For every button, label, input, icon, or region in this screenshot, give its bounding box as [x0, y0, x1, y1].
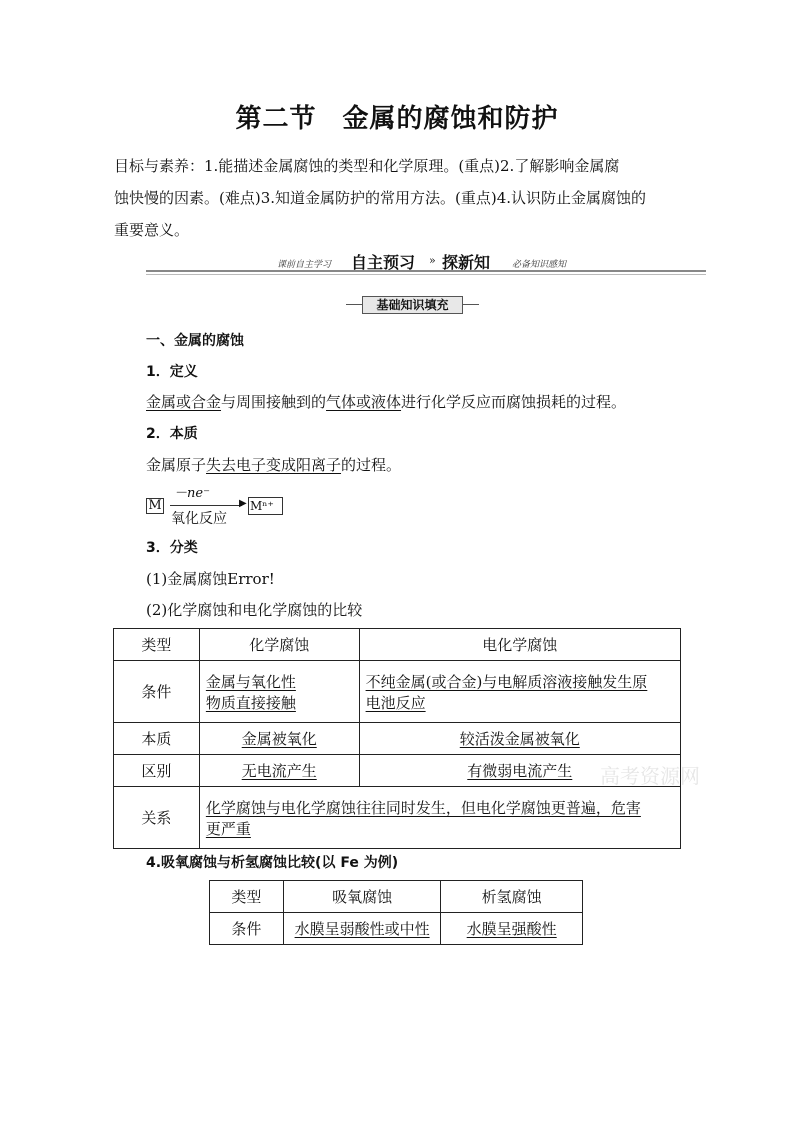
heading-corrosion: 一、金属的腐蚀 [146, 333, 244, 349]
heading-essence: 2．本质 [146, 426, 198, 442]
banner-main-1: 自主预习 [351, 253, 416, 272]
table-row [114, 723, 681, 755]
row-label: 关系 [114, 787, 200, 849]
ion-symbol: Mⁿ⁺ [248, 497, 283, 515]
goals-line: 蚀快慢的因素。(难点)3.知道金属防护的常用方法。(重点)4.认识防止金属腐蚀的 [114, 189, 647, 207]
learning-goals [114, 150, 684, 246]
reaction-arrow-icon [170, 505, 242, 506]
table-row [210, 881, 583, 913]
arrow-head-icon: ▶ [239, 498, 247, 509]
essence-text: 金属原子失去电子变成阳离子的过程。 [146, 456, 402, 474]
table-header: 吸氧腐蚀 [283, 881, 441, 913]
table-row [114, 787, 681, 849]
table-header: 类型 [114, 629, 200, 661]
table2-caption: 4.吸氧腐蚀与析氢腐蚀比较(以 Fe 为例) [146, 855, 399, 871]
table-cell: 水膜呈弱酸性或中性 [283, 913, 441, 945]
section-banner [146, 248, 706, 278]
table-row [114, 629, 681, 661]
table-cell: 金属被氧化 [199, 723, 359, 755]
reaction-type-label: 氧化反应 [171, 511, 227, 527]
metal-symbol: M [146, 498, 164, 514]
heading-classification: 3．分类 [146, 540, 198, 556]
row-label: 区别 [114, 755, 200, 787]
goals-line: 目标与素养：1.能描述金属腐蚀的类型和化学原理。(重点)2.了解影响金属腐 [114, 157, 620, 175]
table-header: 析氢腐蚀 [441, 881, 583, 913]
banner-right-text: 必备知识感知 [512, 260, 567, 270]
goals-line: 重要意义。 [114, 221, 190, 239]
row-label: 本质 [114, 723, 200, 755]
classification-item-1: (1)金属腐蚀Error! [146, 570, 275, 588]
table-header: 电化学腐蚀 [359, 629, 680, 661]
table-header: 类型 [210, 881, 284, 913]
watermark: 高考资源网 [600, 764, 700, 788]
table-cell: 化学腐蚀与电化学腐蚀往往同时发生，但电化学腐蚀更普遍，危害 更严重 [199, 787, 680, 849]
section-name: 金属的腐蚀和防护 [342, 104, 559, 134]
oxidation-equation [146, 482, 346, 532]
table-row [114, 661, 681, 723]
table-cell: 有微弱电流产生 [359, 755, 680, 787]
banner-arrow-icon: » [429, 254, 436, 267]
table-cell: 较活泼金属被氧化 [359, 723, 680, 755]
banner-main-2: 探新知 [442, 253, 491, 272]
table-row [210, 913, 583, 945]
table-cell: 不纯金属(或合金)与电解质溶液接触发生原 电池反应 [359, 661, 680, 723]
section-number: 第二节 [235, 104, 317, 134]
heading-definition: 1．定义 [146, 364, 198, 380]
classification-item-2: (2)化学腐蚀和电化学腐蚀的比较 [146, 601, 363, 619]
row-label: 条件 [114, 661, 200, 723]
page-title [0, 98, 794, 135]
comparison-table-o2-h2 [209, 880, 583, 945]
row-label: 条件 [210, 913, 284, 945]
electron-loss-label: －ne⁻ [174, 486, 210, 501]
table-cell: 金属与氧化性 物质直接接触 [199, 661, 359, 723]
table-cell: 水膜呈强酸性 [441, 913, 583, 945]
banner-left-text: 课前自主学习 [277, 260, 332, 270]
definition-text: 金属或合金与周围接触到的气体或液体进行化学反应而腐蚀损耗的过程。 [146, 393, 627, 411]
section-tag: 基础知识填充 [346, 296, 479, 314]
table-row [114, 755, 681, 787]
table-header: 化学腐蚀 [199, 629, 359, 661]
comparison-table-chem-elec [113, 628, 681, 849]
table-cell: 无电流产生 [199, 755, 359, 787]
